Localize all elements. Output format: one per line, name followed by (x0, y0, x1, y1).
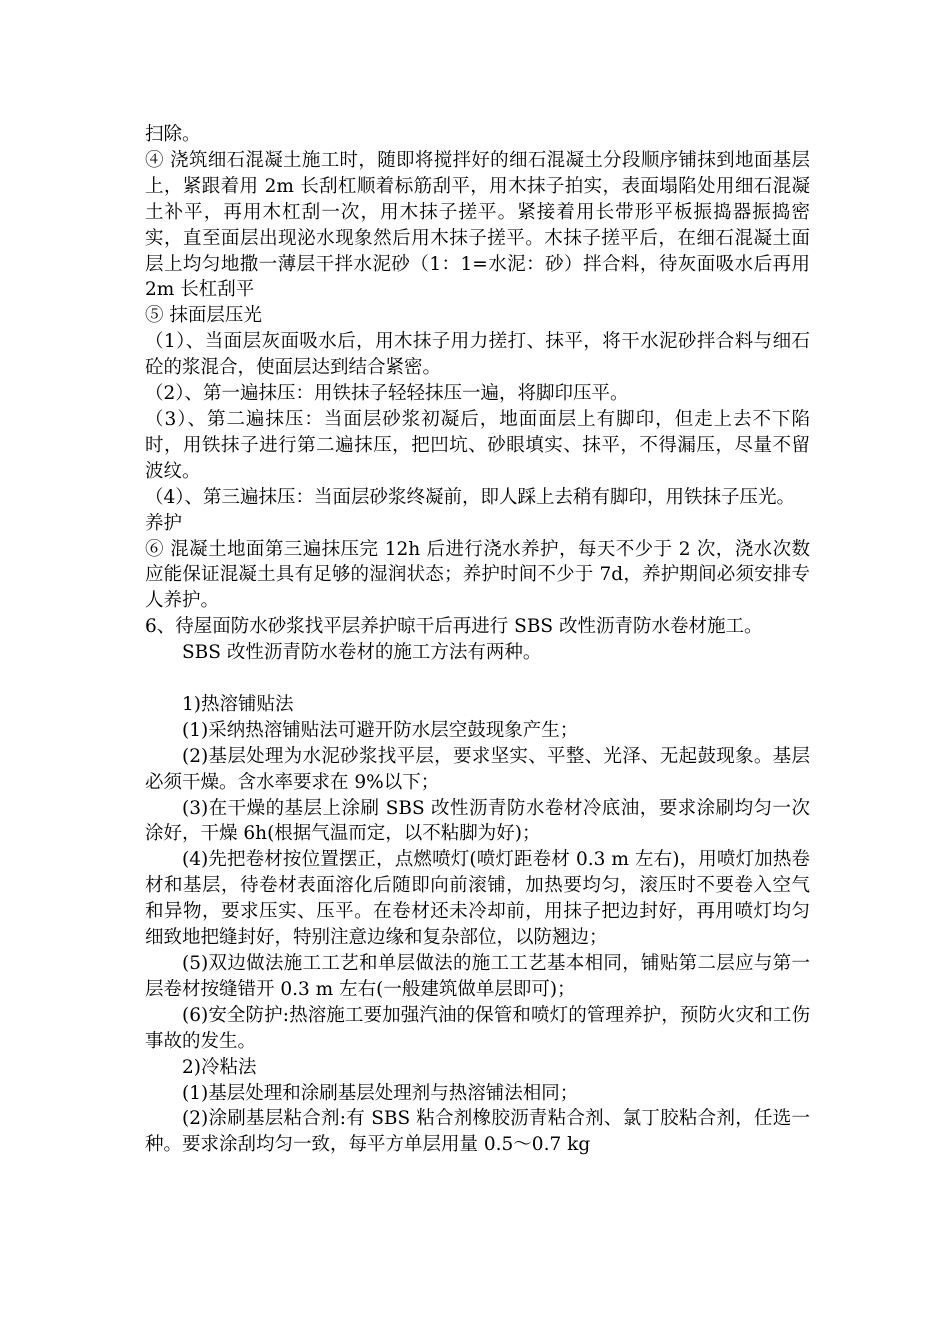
paragraph: SBS 改性沥青防水卷材的施工方法有两种。 (182, 642, 542, 664)
paragraph: (2)基层处理为水泥砂浆找平层，要求坚实、平整、光泽、无起鼓现象。基层必须干燥。含水率要求在 9%以下； (145, 745, 810, 793)
section-heading: ⑤ 抹面层压光 (145, 305, 262, 327)
paragraph: 6、待屋面防水砂浆找平层养护晾干后再进行 SBS 改性沥青防水卷材施工。 (145, 616, 763, 638)
paragraph: (1)采纳热溶铺贴法可避开防水层空鼓现象产生； (182, 719, 579, 741)
paragraph: (5)双边做法施工工艺和单层做法的施工工艺基本相同，铺贴第二层应与第一层卷材按缝错开 0.3 m 左右(一般建筑做单层即可)； (145, 952, 810, 1000)
paragraph: （1）、当面层灰面吸水后，用木抹子用力搓打、抹平，将干水泥砂拌合料与细石砼的浆混合，使面层达到结合紧密。 (145, 331, 810, 379)
paragraph: （4）、第三遍抹压：当面层砂浆终凝前，即人踩上去稍有脚印，用铁抹子压光。 (145, 486, 796, 508)
paragraph: (3)在干燥的基层上涂刷 SBS 改性沥青防水卷材冷底油，要求涂刷均匀一次涂好，干燥 6h(根据气温而定，以不粘脚为好)； (145, 797, 810, 845)
paragraph: ⑥ 混凝土地面第三遍抹压完 12h 后进行浇水养护，每天不少于 2 次，浇水次数应能保证混凝土具有足够的湿润状态；养护时间不少于 7d，养护期间必须安排专人养护。 (145, 538, 810, 612)
paragraph: (6)安全防护:热溶施工要加强汽油的保管和喷灯的管理养护，预防火灾和工伤事故的发生。 (145, 1004, 810, 1052)
section-heading: 养护 (145, 512, 183, 534)
paragraph: (4)先把卷材按位置摆正，点燃喷灯(喷灯距卷材 0.3 m 左右)，用喷灯加热卷材和基层，待卷材表面溶化后随即向前滚铺，加热要均匀，滚压时不要卷入空气和异物，要求压实、压平。在卷材还未冷却前，用抹子把边封好，再用喷灯均匀细致地把缝封好，特别注意边缘和复杂部位，以防翘边； (145, 849, 810, 949)
paragraph: ④ 浇筑细石混凝土施工时，随即将搅拌好的细石混凝土分段顺序铺抹到地面基层上，紧跟着用 2m 长刮杠顺着标筋刮平，用木抹子拍实，表面塌陷处用细石混凝土补平，再用木杠刮一次，用木抹子搓平。紧接着用长带形平板振捣器振捣密实，直至面层出现泌水现象然后用木抹子搓平。木抹子搓平后，在细石混凝土面层上均匀地撒一薄层干拌水泥砂（1：1=水泥：砂）拌合料，待灰面吸水后再用 2m 长杠刮平 (145, 149, 810, 301)
section-heading: 2)冷粘法 (182, 1056, 257, 1078)
document-body (145, 122, 810, 1158)
paragraph: （2）、第一遍抹压：用铁抹子轻轻抹压一遍，将脚印压平。 (145, 383, 629, 405)
blank-line (145, 666, 810, 692)
paragraph: (1)基层处理和涂刷基层处理剂与热溶铺法相同； (182, 1082, 579, 1104)
section-heading: 1)热溶铺贴法 (182, 693, 294, 715)
paragraph: (2)涂刷基层粘合剂:有 SBS 粘合剂橡胶沥青粘合剂、氯丁胶粘合剂，任选一种。要求涂刮均匀一致，每平方单层用量 0.5～0.7 kg (145, 1108, 810, 1156)
paragraph: （3）、第二遍抹压：当面层砂浆初凝后，地面面层上有脚印，但走上去不下陷时，用铁抹子进行第二遍抹压，把凹坑、砂眼填实、抹平，不得漏压，尽量不留波纹。 (145, 408, 810, 482)
paragraph: 扫除。 (145, 124, 201, 145)
